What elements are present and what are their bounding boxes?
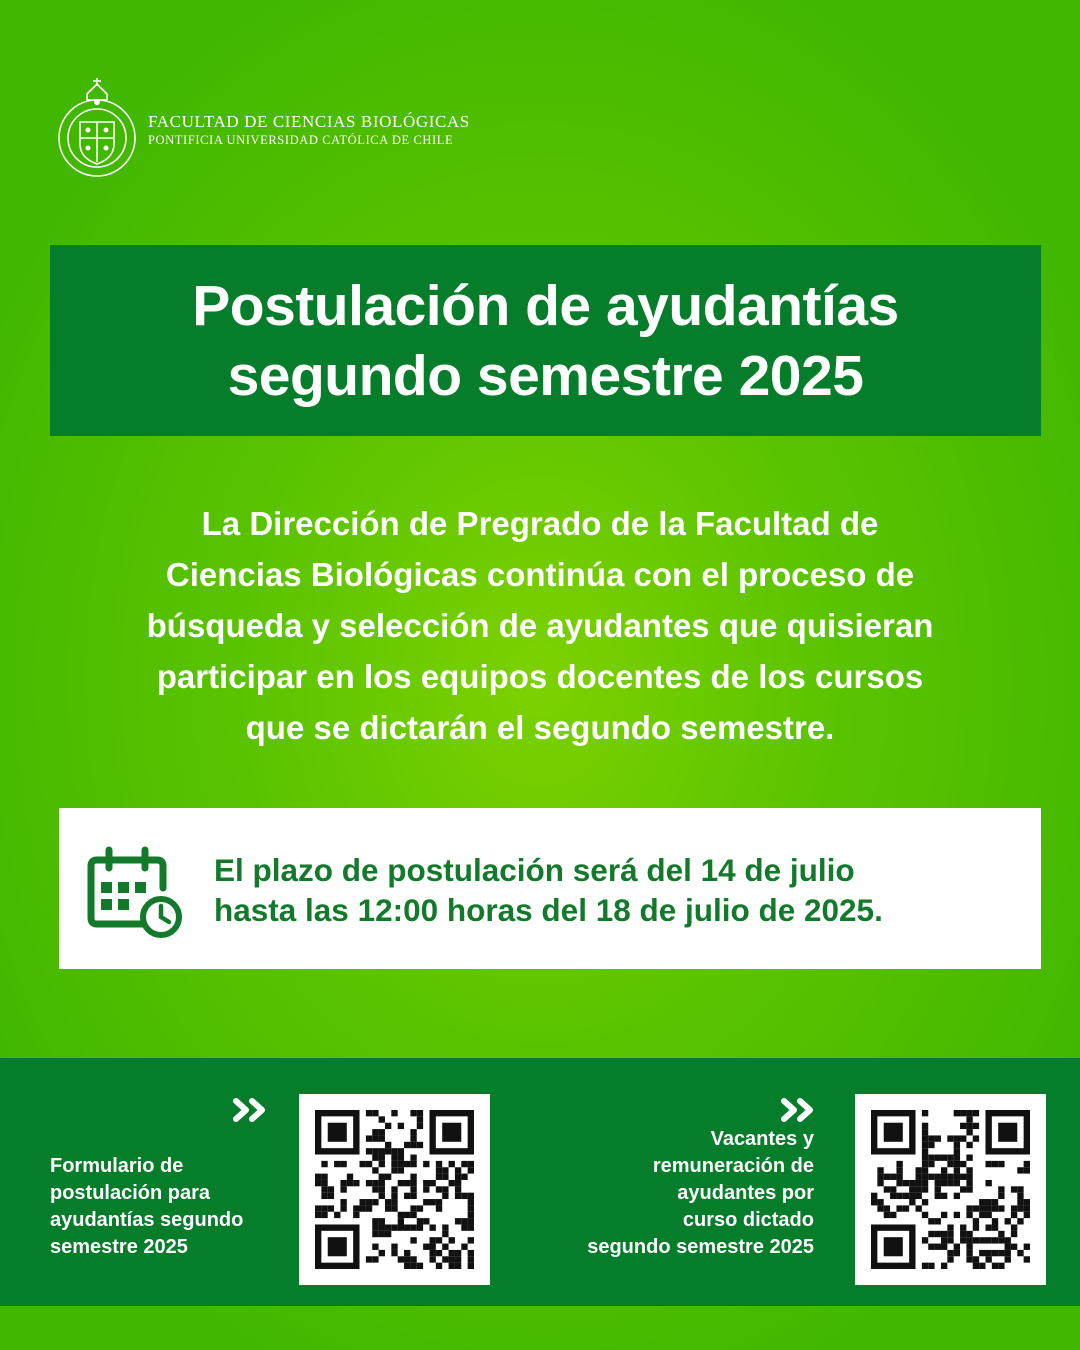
intro-line: Ciencias Biológicas continúa con el proceso de [165, 556, 915, 593]
calendar-clock-icon [85, 846, 183, 938]
application-form-qr[interactable] [299, 1094, 490, 1285]
title-banner [50, 245, 1041, 436]
label-line: curso dictado [682, 1209, 814, 1231]
intro-line: búsqueda y selección de ayudantes que quisieran [146, 607, 934, 644]
label-line: ayudantes por [677, 1182, 814, 1204]
label-line: semestre 2025 [50, 1236, 188, 1258]
intro-line: La Dirección de Pregrado de la Facultad de [201, 505, 879, 542]
intro-line: participar en los equipos docentes de los cursos [156, 658, 924, 695]
double-chevron-right-icon [780, 1097, 818, 1123]
intro-line: que se dictarán el segundo semestre. [245, 709, 835, 746]
vacancies-label [587, 1126, 814, 1261]
qr-code-icon [315, 1110, 474, 1269]
header [56, 76, 470, 184]
label-line: ayudantías segundo [50, 1209, 244, 1231]
qr-code-icon [871, 1110, 1030, 1269]
university-seal-icon [56, 76, 138, 184]
double-chevron-right-icon [232, 1097, 270, 1123]
university-name: PONTIFICIA UNIVERSIDAD CATÓLICA DE CHILE [148, 133, 454, 147]
title-line-2: segundo semestre 2025 [227, 343, 864, 408]
deadline-text [214, 850, 883, 930]
faculty-name: FACULTAD DE CIENCIAS BIOLÓGICAS [148, 112, 470, 131]
label-line: Formulario de [50, 1155, 184, 1177]
deadline-box [59, 808, 1041, 969]
label-line: segundo semestre 2025 [587, 1236, 814, 1258]
vacancies-qr[interactable] [855, 1094, 1046, 1285]
label-line: remuneración de [652, 1155, 814, 1177]
application-form-label [50, 1153, 243, 1261]
intro-paragraph [40, 498, 1040, 753]
label-line: postulación para [50, 1182, 211, 1204]
header-text [148, 112, 470, 148]
title-line-1: Postulación de ayudantías [192, 273, 899, 338]
deadline-line-2: hasta las 12:00 horas del 18 de julio de 2025. [214, 892, 883, 928]
deadline-line-1: El plazo de postulación será del 14 de julio [214, 852, 855, 888]
label-line: Vacantes y [710, 1128, 814, 1150]
